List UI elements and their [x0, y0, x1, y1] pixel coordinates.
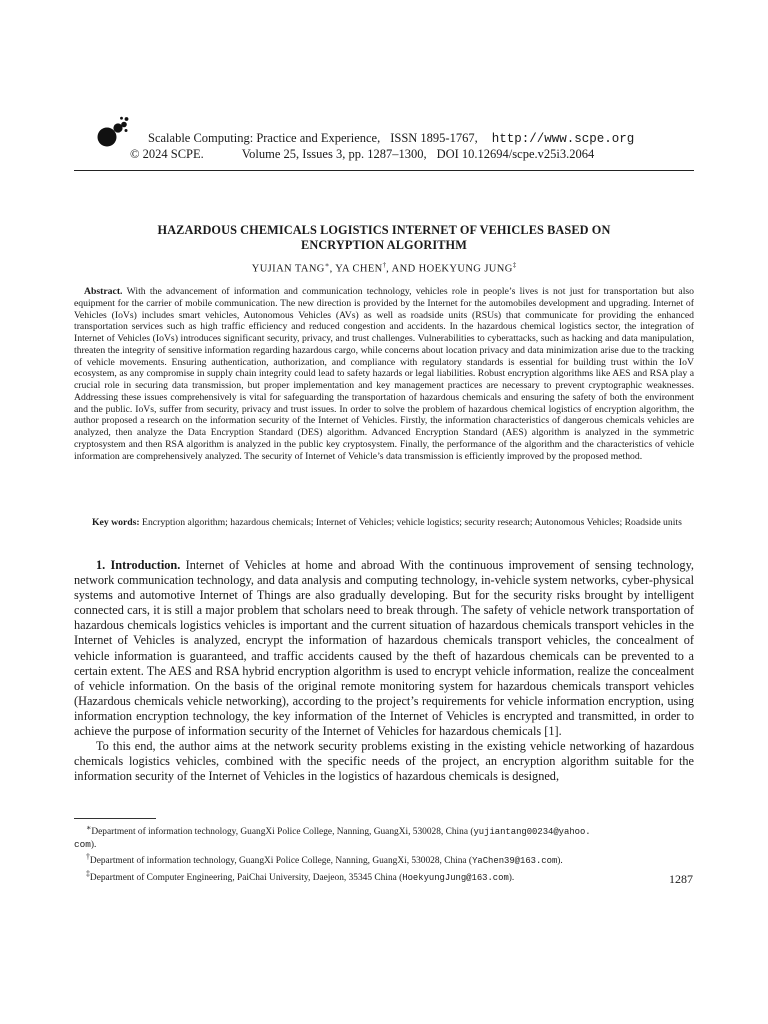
- footnote-3-close: ).: [508, 872, 515, 883]
- footnote-2-close: ).: [557, 856, 563, 867]
- footnote-1-continued: [74, 839, 694, 852]
- paper-title: [74, 223, 694, 253]
- keywords-text: Encryption algorithm; hazardous chemicals; Internet of Vehicles; vehicle logistics; security research; Autonomous Vehicles; Roadside units: [142, 517, 682, 528]
- title-line-2: ENCRYPTION ALGORITHM: [301, 238, 467, 252]
- body-text: [74, 558, 694, 784]
- journal-url[interactable]: http://www.scpe.org: [491, 132, 635, 146]
- journal-name: Scalable Computing: Practice and Experience,: [148, 131, 381, 145]
- page-number: 1287: [669, 872, 693, 886]
- volume-info: Volume 25, Issues 3, pp. 1287–1300,: [241, 147, 427, 161]
- paragraph-2: To this end, the author aims at the network security problems existing in the existing vehicle networking of hazardous chemicals logistics vehicles, combined with the specific needs of the project, an encryption algorithm suitable for the information security of the Internet of Vehicles in the logistics of hazardous chemicals is designed,: [74, 739, 694, 784]
- author-2-mark: †: [382, 261, 387, 269]
- header-line-1: [148, 131, 634, 146]
- header-rule: [74, 170, 694, 171]
- footnote-1-email[interactable]: yujiantang00234@yahoo.: [473, 827, 591, 838]
- footnotes: [74, 822, 694, 884]
- footnote-2-email[interactable]: YaChen39@163.com: [472, 856, 558, 867]
- footnote-3-mark: ‡: [86, 868, 90, 878]
- footnote-1-close: ).: [90, 839, 97, 850]
- footnote-2-text: Department of information technology, GuangXi Police College, Nanning, GuangXi, 530028, China (: [89, 856, 473, 867]
- paragraph-1: [74, 558, 694, 739]
- doi[interactable]: DOI 10.12694/scpe.v25i3.2064: [436, 147, 595, 161]
- paragraph-1-text: Internet of Vehicles at home and abroad With the continuous improvement of sensing technology, network communication technology, and data analysis and computing technology, in-vehicle system networks, cyber-physical systems and automotive Internet of Things are also gradually developing. But for the security risks brought by intelligent connected cars, it is still a major problem that scholars need to break through. The safety of vehicle network transportation of hazardous chemicals logistics vehicles is important and the current situation of hazardous chemicals transport vehicles in the Internet of Vehicles is analyzed, encrypt the information of hazardous chemicals transport vehicles, the concealment of vehicle information is guaranteed, and traffic accidents caused by the theft of hazardous chemicals can be prevented to a certain extent. The AES and RSA hybrid encryption algorithm is used to encrypt vehicle information, realize the concealment of vehicle information. On the basis of the original remote monitoring system for hazardous chemicals transport vehicles (Hazardous chemicals vehicle networking), according to the project’s requirements for vehicle information encryption, using information encryption technology, the key information of the Internet of Vehicles is encrypted and transmitted, in order to achieve the purpose of information security of the Internet of Vehicles for hazardous chemicals [1].: [74, 558, 694, 739]
- copyright: © 2024 SCPE.: [130, 147, 204, 161]
- footnote-rule: [74, 818, 156, 819]
- abstract-text: With the advancement of information and communication technology, vehicles role in people’s lives is not just for transportation but also equipment for the carrier of mobile communication. The new direction is provided by the Internet for the automobiles development and upgrading. Internet of Vehicles (IoVs) includes smart vehicles, Autonomous Vehicles (AVs) as well as roadside units (RSUs) that communicate for providing the enhanced transportation services such as high traffic efficiency and reduced congestion and accidents. In the hazardous chemical logistics sector, the integration of Internet of Vehicles (IoVs) introduces significant security, privacy, and trust challenges. Vulnerabilities to cyberattacks, such as hacking and data manipulation, threaten the integrity of sensitive information regarding hazardous cargo, while concerns about location privacy and data minimization arise due to the tracking of vehicle movements. Ensuring authentication, authorization, and compliance with regulatory standards is essential for building trust within the IoV ecosystem, as any compromise in supply chain integrity could lead to safety hazards or legal liabilities. Robust encryption algorithms like AES and RSA play a crucial role in securing data transmission, but proper implementation and key management practices are necessary to prevent cryptographic weaknesses. Addressing these issues comprehensively is vital for safeguarding the transportation of hazardous chemicals and ensuring the safety of both the environment and the public. IoVs, suffer from security, privacy and trust issues. In order to solve the problem of hazardous chemical logistics of encryption algorithm, the author proposed a research on the information security of the Internet of Vehicles. Firstly, the information characteristics of dangerous chemicals vehicles are analyzed, then analyze the Data Encryption Standard (DES) algorithm. Advanced Encryption Standard (AES) algorithm is analyzed in the symmetric cryptosystem and then RSA algorithm is analyzed in the public key cryptosystem. Finally, the performance of the algorithm and the characteristics of vehicle information are comprehensively analyzed. The security of Internet of Vehicle’s data transmission is efficiently improved by the proposed method.: [74, 286, 695, 462]
- footnote-3: [74, 868, 694, 885]
- title-line-1: HAZARDOUS CHEMICALS LOGISTICS INTERNET OF VEHICLES BASED ON: [157, 223, 611, 237]
- footnote-1-text: Department of information technology, GuangXi Police College, Nanning, GuangXi, 530028, China (: [91, 827, 474, 838]
- footnote-2: [74, 851, 694, 868]
- journal-header: [96, 114, 696, 164]
- keywords-label: Key words:: [92, 517, 140, 528]
- footnote-3-email[interactable]: HoekyungJung@163.com: [402, 872, 509, 883]
- author-1-mark: ∗: [324, 261, 330, 269]
- scpe-logo-icon: [96, 114, 132, 150]
- section-heading-introduction: 1. Introduction.: [96, 558, 181, 572]
- author-list: [74, 261, 694, 275]
- abstract: [74, 286, 694, 462]
- header-line-2: [130, 147, 594, 162]
- abstract-label: Abstract.: [84, 286, 123, 297]
- author-2: , YA CHEN: [329, 263, 383, 275]
- issn: ISSN 1895-1767,: [390, 131, 478, 145]
- footnote-3-text: Department of Computer Engineering, PaiChai University, Daejeon, 35345 China (: [89, 872, 403, 883]
- keywords: [74, 517, 694, 529]
- footnote-1: [74, 822, 694, 839]
- footnote-2-mark: †: [86, 852, 90, 862]
- footnote-1-email-end[interactable]: com: [74, 838, 91, 850]
- author-3-mark: ‡: [512, 261, 517, 269]
- footnote-1-mark: ∗: [86, 823, 92, 832]
- author-3: , AND HOEKYUNG JUNG: [386, 263, 513, 275]
- author-1: YUJIAN TANG: [251, 263, 325, 275]
